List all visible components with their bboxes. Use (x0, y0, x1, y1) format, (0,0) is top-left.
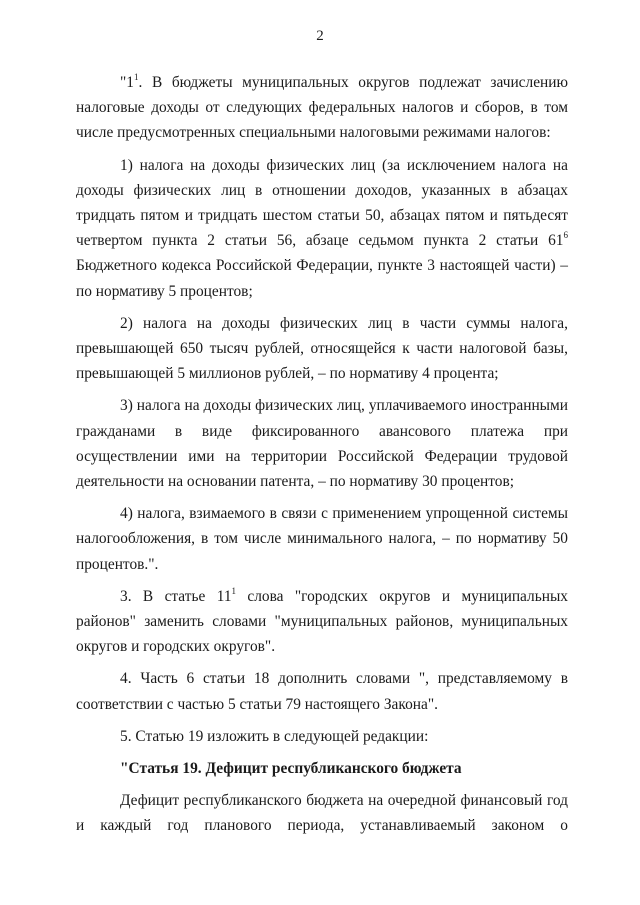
document-body (76, 70, 568, 839)
article-heading: "Статья 19. Дефицит республиканского бюджета (120, 760, 462, 778)
final-paragraph: Дефицит республиканского бюджета на очередной финансовый год и каждый год планового периода, устанавливаемый законом о (76, 792, 568, 835)
paragraph-text: 4) налога, взимаемого в связи с применением упрощенной системы налогообложения, в том числе минимального налога, – по нормативу 50 процентов.". (76, 505, 568, 573)
paragraph-point-3 (76, 584, 568, 660)
paragraph-text: 3. В статье 11 (120, 587, 232, 605)
paragraph-text: Бюджетного кодекса Российской Федерации, пункте 3 настоящей части) – по нормативу 5 процентов; (76, 257, 568, 300)
paragraph-text: . В бюджеты муниципальных округов подлежат зачислению налоговые доходы от следующих федеральных налогов и сборов, в том числе предусмотренных специальными налоговыми режимами налогов: (76, 74, 568, 142)
paragraph-item-2 (76, 311, 568, 387)
paragraph-1 (76, 70, 568, 146)
paragraph-item-1 (76, 153, 568, 304)
page-number: 2 (316, 28, 324, 44)
paragraph-text: 3) налога на доходы физических лиц, уплачиваемого иностранными гражданами в виде фиксированного авансового платежа при осуществлении ими на территории Российской Федерации трудовой деятельности на основании патента, – по нормативу 30 процентов; (76, 397, 568, 491)
paragraph-text: "1 (120, 74, 134, 91)
superscript: 1 (231, 585, 237, 596)
paragraph-text: слова "городских округов и муниципальных районов" заменить словами "муниципальных районов, муниципальных округов и городских округов". (76, 587, 568, 656)
paragraph-text: 5. Статью 19 изложить в следующей редакции: (120, 727, 429, 745)
paragraph-text: 2) налога на доходы физических лиц в части суммы налога, превышающей 650 тысяч рублей, относящейся к части налоговой базы, превышающей 5 миллионов рублей, – по нормативу 4 процента; (76, 314, 568, 383)
paragraph-text: 1) налога на доходы физических лиц (за исключением налога на доходы физических лиц в отношении доходов, указанных в абзацах тридцать пятом и тридцать шестом статьи 50, абзацах пятом и пятьдесят четвертом пункта 2 статьи 56, абзаце седьмом пункта 2 статьи 61 (76, 156, 568, 250)
paragraph-point-4 (76, 666, 568, 716)
paragraph-item-4 (76, 501, 568, 577)
paragraph-text: 4. Часть 6 статьи 18 дополнить словами ", представляемому в соответствии с частью 5 статьи 79 настоящего Закона". (76, 670, 568, 713)
paragraph-item-3 (76, 393, 568, 494)
superscript: 6 (563, 230, 568, 241)
superscript: 1 (133, 71, 139, 82)
paragraph-point-5 (76, 724, 568, 749)
